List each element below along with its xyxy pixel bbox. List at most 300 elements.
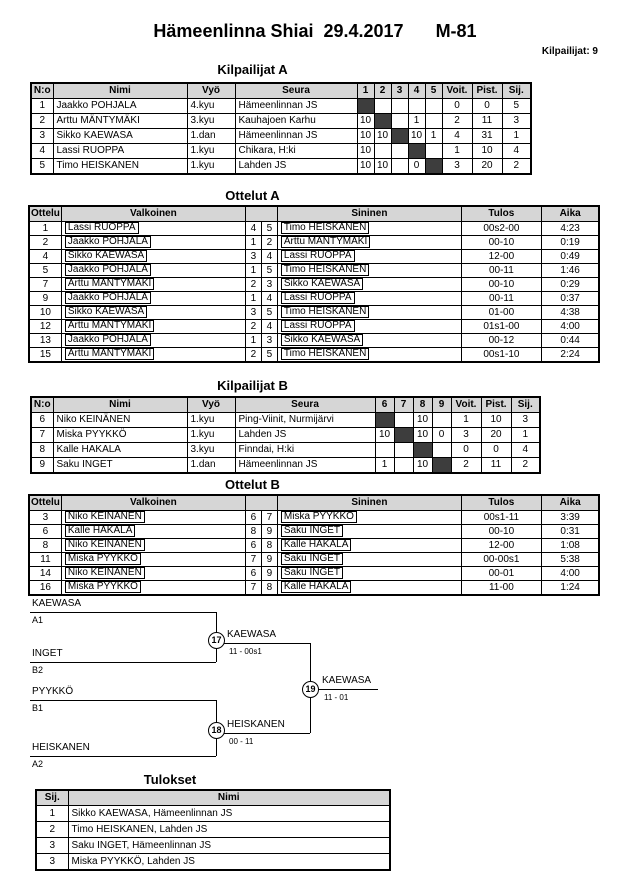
blue-number: 5 bbox=[261, 348, 277, 363]
match-time: 2:24 bbox=[541, 348, 599, 363]
competitor-name: Lassi RUOPPA bbox=[53, 144, 187, 159]
blue-number: 5 bbox=[261, 306, 277, 320]
bracket-seed-label: B1 bbox=[32, 703, 44, 713]
pool-b-table bbox=[30, 396, 541, 474]
result-cell: 10 bbox=[357, 144, 374, 159]
header-row bbox=[31, 397, 540, 413]
blue-name: Sikko KAEWASA bbox=[281, 334, 363, 346]
bracket-seed-label: B2 bbox=[32, 665, 44, 675]
white-competitor bbox=[61, 348, 245, 363]
white-name: Niko KEINÄNEN bbox=[65, 511, 145, 523]
match-row bbox=[29, 236, 599, 250]
match-result: 11-00 bbox=[461, 581, 541, 596]
white-number: 3 bbox=[245, 306, 261, 320]
blue-competitor bbox=[277, 250, 461, 264]
competitor-club: Lahden JS bbox=[235, 428, 375, 443]
points-cell: 11 bbox=[481, 458, 511, 474]
match-row bbox=[29, 278, 599, 292]
competitor-no: 1 bbox=[31, 99, 53, 114]
result-cell bbox=[391, 99, 408, 114]
match-time: 4:38 bbox=[541, 306, 599, 320]
col-header-4: 4 bbox=[408, 83, 425, 99]
col-header-time: Aika bbox=[541, 495, 599, 511]
white-competitor bbox=[61, 539, 245, 553]
weight-class: M-81 bbox=[435, 21, 477, 41]
points-cell: 0 bbox=[472, 99, 502, 114]
white-name: Arttu MÄNTYMÄKI bbox=[65, 320, 154, 332]
match-result: 00-10 bbox=[461, 278, 541, 292]
blue-number: 4 bbox=[261, 250, 277, 264]
results-heading: Tulokset bbox=[143, 772, 197, 787]
competitor-no: 2 bbox=[31, 114, 53, 129]
wins-cell: 3 bbox=[442, 159, 472, 175]
blue-competitor bbox=[277, 567, 461, 581]
col-header-time: Aika bbox=[541, 206, 599, 222]
wins-cell: 4 bbox=[442, 129, 472, 144]
col-header-3: 3 bbox=[391, 83, 408, 99]
competitor-no: 7 bbox=[31, 428, 53, 443]
place-cell: 1 bbox=[511, 428, 540, 443]
match-result: 00s1-11 bbox=[461, 511, 541, 525]
competitor-row bbox=[31, 458, 540, 474]
white-number: 1 bbox=[245, 264, 261, 278]
points-cell: 20 bbox=[481, 428, 511, 443]
col-header-1: 1 bbox=[357, 83, 374, 99]
pool-b-heading: Kilpailijat B bbox=[217, 378, 288, 393]
col-header-wins: Voit. bbox=[451, 397, 481, 413]
match-time: 4:00 bbox=[541, 320, 599, 334]
matches-a-table bbox=[28, 205, 600, 363]
blue-competitor bbox=[277, 553, 461, 567]
col-header-points: Pist. bbox=[472, 83, 502, 99]
bracket-match-score: 11 - 01 bbox=[324, 693, 349, 702]
event-title: Hämeenlinna Shiai 29.4.2017 bbox=[153, 21, 404, 41]
match-no: 14 bbox=[29, 567, 61, 581]
blue-name: Kalle HAKALA bbox=[281, 581, 351, 593]
white-number: 7 bbox=[245, 553, 261, 567]
points-cell: 20 bbox=[472, 159, 502, 175]
blue-name: Arttu MÄNTYMÄKI bbox=[281, 236, 370, 248]
blue-name: Sikko KAEWASA bbox=[281, 278, 363, 290]
blue-competitor bbox=[277, 236, 461, 250]
match-no: 11 bbox=[29, 553, 61, 567]
match-result: 00-10 bbox=[461, 525, 541, 539]
matches-b-heading: Ottelut B bbox=[225, 477, 280, 492]
match-row bbox=[29, 511, 599, 525]
match-no: 8 bbox=[29, 539, 61, 553]
result-name: Saku INGET, Hämeenlinnan JS bbox=[68, 838, 390, 854]
competitor-name: Miska PYYKKÖ bbox=[53, 428, 187, 443]
wins-cell: 1 bbox=[451, 413, 481, 428]
match-result: 00-10 bbox=[461, 236, 541, 250]
points-cell: 0 bbox=[481, 443, 511, 458]
place-cell: 3 bbox=[511, 413, 540, 428]
result-cell bbox=[408, 99, 425, 114]
competitor-belt: 3.kyu bbox=[187, 443, 235, 458]
blue-number: 4 bbox=[261, 320, 277, 334]
result-cell: 10 bbox=[357, 114, 374, 129]
match-time: 0:44 bbox=[541, 334, 599, 348]
place-cell: 3 bbox=[502, 114, 531, 129]
blue-number: 2 bbox=[261, 236, 277, 250]
col-header-belt: Vyö bbox=[187, 83, 235, 99]
col-header-match-no: Ottelu bbox=[29, 206, 61, 222]
match-time: 3:39 bbox=[541, 511, 599, 525]
wins-cell: 3 bbox=[451, 428, 481, 443]
result-cell: 10 bbox=[374, 129, 391, 144]
match-time: 1:08 bbox=[541, 539, 599, 553]
col-header-7: 7 bbox=[394, 397, 413, 413]
match-no: 7 bbox=[29, 278, 61, 292]
competitor-row bbox=[31, 99, 531, 114]
white-competitor bbox=[61, 278, 245, 292]
competitor-no: 8 bbox=[31, 443, 53, 458]
competitor-club: Kauhajoen Karhu bbox=[235, 114, 357, 129]
match-result: 00s1-10 bbox=[461, 348, 541, 363]
match-row bbox=[29, 250, 599, 264]
result-row bbox=[36, 854, 390, 871]
competitor-belt: 1.kyu bbox=[187, 144, 235, 159]
bracket-winner-name: HEISKANEN bbox=[227, 719, 285, 730]
white-competitor bbox=[61, 320, 245, 334]
blue-name: Timo HEISKANEN bbox=[281, 306, 369, 318]
white-name: Jaakko POHJALA bbox=[65, 334, 151, 346]
white-competitor bbox=[61, 334, 245, 348]
result-cell: 1 bbox=[425, 129, 442, 144]
white-number: 7 bbox=[245, 581, 261, 596]
bracket-seed-name: PYYKKÖ bbox=[32, 686, 74, 697]
white-number: 1 bbox=[245, 334, 261, 348]
match-time: 0:31 bbox=[541, 525, 599, 539]
result-cell bbox=[374, 144, 391, 159]
white-name: Lassi RUOPPA bbox=[65, 222, 139, 234]
match-result: 00s2-00 bbox=[461, 222, 541, 236]
competitor-row bbox=[31, 129, 531, 144]
match-time: 4:00 bbox=[541, 567, 599, 581]
match-row bbox=[29, 539, 599, 553]
bracket-line bbox=[30, 700, 216, 701]
blue-name: Saku INGET bbox=[281, 525, 343, 537]
result-place: 3 bbox=[36, 838, 68, 854]
result-cell: 10 bbox=[374, 159, 391, 175]
result-cell bbox=[394, 443, 413, 458]
result-cell bbox=[391, 114, 408, 129]
white-name: Sikko KAEWASA bbox=[65, 250, 147, 262]
col-header-points: Pist. bbox=[481, 397, 511, 413]
blue-competitor bbox=[277, 539, 461, 553]
result-row bbox=[36, 838, 390, 854]
points-cell: 10 bbox=[472, 144, 502, 159]
bracket-line bbox=[30, 662, 216, 663]
col-header-result: Tulos bbox=[461, 206, 541, 222]
match-time: 0:29 bbox=[541, 278, 599, 292]
col-header-5: 5 bbox=[425, 83, 442, 99]
white-competitor bbox=[61, 236, 245, 250]
self-cell bbox=[408, 144, 425, 159]
white-competitor bbox=[61, 525, 245, 539]
competitor-belt: 1.dan bbox=[187, 458, 235, 474]
result-cell: 10 bbox=[413, 428, 432, 443]
competitor-no: 4 bbox=[31, 144, 53, 159]
col-header-place: Sij. bbox=[511, 397, 540, 413]
col-header-club: Seura bbox=[235, 83, 357, 99]
blue-number: 7 bbox=[261, 511, 277, 525]
blue-number: 5 bbox=[261, 222, 277, 236]
competitor-club: Finndai, H:ki bbox=[235, 443, 375, 458]
blue-competitor bbox=[277, 525, 461, 539]
header-row bbox=[29, 495, 599, 511]
match-no: 10 bbox=[29, 306, 61, 320]
white-name: Miska PYYKKÖ bbox=[65, 553, 141, 565]
blue-name: Timo HEISKANEN bbox=[281, 264, 369, 276]
result-name: Timo HEISKANEN, Lahden JS bbox=[68, 822, 390, 838]
bracket-match-circle: 18 bbox=[208, 722, 225, 739]
self-cell bbox=[432, 458, 451, 474]
white-competitor bbox=[61, 553, 245, 567]
bracket-line bbox=[30, 756, 216, 757]
match-result: 00-11 bbox=[461, 292, 541, 306]
result-cell: 10 bbox=[375, 428, 394, 443]
competitor-no: 6 bbox=[31, 413, 53, 428]
match-time: 1:46 bbox=[541, 264, 599, 278]
result-cell bbox=[394, 413, 413, 428]
white-name: Niko KEINÄNEN bbox=[65, 539, 145, 551]
col-header-white: Valkoinen bbox=[61, 495, 245, 511]
place-cell: 4 bbox=[511, 443, 540, 458]
competitor-name: Niko KEINÄNEN bbox=[53, 413, 187, 428]
result-cell bbox=[391, 159, 408, 175]
competitor-belt: 4.kyu bbox=[187, 99, 235, 114]
col-header-place: Sij. bbox=[36, 790, 68, 806]
competitor-club: Chikara, H:ki bbox=[235, 144, 357, 159]
white-name: Jaakko POHJALA bbox=[65, 264, 151, 276]
competitor-club: Hämeenlinnan JS bbox=[235, 99, 357, 114]
match-no: 5 bbox=[29, 264, 61, 278]
bracket-seed-name: INGET bbox=[32, 648, 63, 659]
self-cell bbox=[375, 413, 394, 428]
wins-cell: 2 bbox=[451, 458, 481, 474]
place-cell: 4 bbox=[502, 144, 531, 159]
wins-cell: 2 bbox=[442, 114, 472, 129]
match-row bbox=[29, 334, 599, 348]
blue-number: 3 bbox=[261, 334, 277, 348]
self-cell bbox=[357, 99, 374, 114]
competitor-name: Sikko KAEWASA bbox=[53, 129, 187, 144]
col-header-result: Tulos bbox=[461, 495, 541, 511]
match-row bbox=[29, 292, 599, 306]
match-result: 01s1-00 bbox=[461, 320, 541, 334]
blue-number: 9 bbox=[261, 553, 277, 567]
col-header-wins: Voit. bbox=[442, 83, 472, 99]
results-table bbox=[35, 789, 391, 871]
result-cell: 10 bbox=[413, 458, 432, 474]
competitor-row bbox=[31, 413, 540, 428]
competitor-no: 3 bbox=[31, 129, 53, 144]
white-name: Kalle HAKALA bbox=[65, 525, 135, 537]
wins-cell: 0 bbox=[442, 99, 472, 114]
blue-name: Lassi RUOPPA bbox=[281, 320, 355, 332]
place-cell: 1 bbox=[502, 129, 531, 144]
col-header-club: Seura bbox=[235, 397, 375, 413]
self-cell bbox=[391, 129, 408, 144]
blue-number: 9 bbox=[261, 525, 277, 539]
result-cell: 1 bbox=[408, 114, 425, 129]
blue-name: Lassi RUOPPA bbox=[281, 250, 355, 262]
white-name: Miska PYYKKÖ bbox=[65, 581, 141, 593]
match-no: 16 bbox=[29, 581, 61, 596]
white-competitor bbox=[61, 264, 245, 278]
points-cell: 11 bbox=[472, 114, 502, 129]
result-cell bbox=[391, 144, 408, 159]
col-header-numbers bbox=[245, 206, 277, 222]
match-result: 00-00s1 bbox=[461, 553, 541, 567]
place-cell: 2 bbox=[511, 458, 540, 474]
self-cell bbox=[394, 428, 413, 443]
competitor-row bbox=[31, 144, 531, 159]
place-cell: 5 bbox=[502, 99, 531, 114]
col-header-2: 2 bbox=[374, 83, 391, 99]
white-competitor bbox=[61, 250, 245, 264]
result-cell: 10 bbox=[413, 413, 432, 428]
match-no: 15 bbox=[29, 348, 61, 363]
competitor-belt: 1.dan bbox=[187, 129, 235, 144]
bracket-winner-name: KAEWASA bbox=[322, 675, 372, 686]
competitor-row bbox=[31, 159, 531, 175]
match-row bbox=[29, 306, 599, 320]
result-cell bbox=[425, 99, 442, 114]
match-row bbox=[29, 264, 599, 278]
competitor-name: Timo HEISKANEN bbox=[53, 159, 187, 175]
blue-competitor bbox=[277, 292, 461, 306]
col-header-blue: Sininen bbox=[277, 206, 461, 222]
result-cell bbox=[425, 114, 442, 129]
header-row bbox=[29, 206, 599, 222]
competitor-name: Arttu MÄNTYMÄKI bbox=[53, 114, 187, 129]
match-row bbox=[29, 222, 599, 236]
blue-number: 9 bbox=[261, 567, 277, 581]
bracket-seed-label: A2 bbox=[32, 759, 44, 769]
competitor-belt: 1.kyu bbox=[187, 159, 235, 175]
match-time: 4:23 bbox=[541, 222, 599, 236]
result-cell: 1 bbox=[375, 458, 394, 474]
match-no: 4 bbox=[29, 250, 61, 264]
result-cell: 10 bbox=[357, 159, 374, 175]
bracket-seed-label: A1 bbox=[32, 615, 44, 625]
match-result: 00-11 bbox=[461, 264, 541, 278]
match-no: 1 bbox=[29, 222, 61, 236]
match-no: 2 bbox=[29, 236, 61, 250]
white-number: 1 bbox=[245, 236, 261, 250]
blue-competitor bbox=[277, 334, 461, 348]
competitor-no: 9 bbox=[31, 458, 53, 474]
header-row bbox=[36, 790, 390, 806]
blue-competitor bbox=[277, 581, 461, 596]
white-number: 6 bbox=[245, 539, 261, 553]
blue-name: Saku INGET bbox=[281, 553, 343, 565]
match-row bbox=[29, 320, 599, 334]
blue-competitor bbox=[277, 320, 461, 334]
result-cell bbox=[425, 144, 442, 159]
col-header-name: Nimi bbox=[53, 83, 187, 99]
match-no: 13 bbox=[29, 334, 61, 348]
match-result: 01-00 bbox=[461, 306, 541, 320]
white-competitor bbox=[61, 306, 245, 320]
pool-a-table bbox=[30, 82, 532, 175]
competitor-belt: 1.kyu bbox=[187, 413, 235, 428]
white-number: 8 bbox=[245, 525, 261, 539]
header-row bbox=[31, 83, 531, 99]
result-name: Sikko KAEWASA, Hämeenlinnan JS bbox=[68, 806, 390, 822]
blue-competitor bbox=[277, 222, 461, 236]
match-row bbox=[29, 348, 599, 363]
page-title bbox=[0, 21, 630, 42]
match-time: 1:24 bbox=[541, 581, 599, 596]
result-cell: 0 bbox=[408, 159, 425, 175]
result-place: 1 bbox=[36, 806, 68, 822]
col-header-name: Nimi bbox=[68, 790, 390, 806]
points-cell: 31 bbox=[472, 129, 502, 144]
white-competitor bbox=[61, 292, 245, 306]
col-header-8: 8 bbox=[413, 397, 432, 413]
bracket-line bbox=[216, 733, 310, 734]
result-row bbox=[36, 806, 390, 822]
col-header-belt: Vyö bbox=[187, 397, 235, 413]
blue-number: 8 bbox=[261, 539, 277, 553]
match-result: 12-00 bbox=[461, 250, 541, 264]
place-cell: 2 bbox=[502, 159, 531, 175]
match-no: 6 bbox=[29, 525, 61, 539]
white-number: 4 bbox=[245, 222, 261, 236]
blue-competitor bbox=[277, 511, 461, 525]
blue-name: Saku INGET bbox=[281, 567, 343, 579]
competitor-row bbox=[31, 428, 540, 443]
white-name: Niko KEINÄNEN bbox=[65, 567, 145, 579]
white-name: Jaakko POHJALA bbox=[65, 292, 151, 304]
match-no: 12 bbox=[29, 320, 61, 334]
blue-competitor bbox=[277, 306, 461, 320]
self-cell bbox=[374, 114, 391, 129]
col-header-6: 6 bbox=[375, 397, 394, 413]
result-cell bbox=[432, 413, 451, 428]
match-time: 0:19 bbox=[541, 236, 599, 250]
bracket-seed-name: KAEWASA bbox=[32, 598, 82, 609]
competitor-club: Lahden JS bbox=[235, 159, 357, 175]
white-number: 2 bbox=[245, 348, 261, 363]
white-number: 3 bbox=[245, 250, 261, 264]
bracket-seed-name: HEISKANEN bbox=[32, 742, 90, 753]
result-cell: 10 bbox=[357, 129, 374, 144]
matches-a-heading: Ottelut A bbox=[225, 188, 280, 203]
self-cell bbox=[413, 443, 432, 458]
white-name: Arttu MÄNTYMÄKI bbox=[65, 348, 154, 360]
match-time: 0:37 bbox=[541, 292, 599, 306]
wins-cell: 1 bbox=[442, 144, 472, 159]
competitor-club: Hämeenlinnan JS bbox=[235, 129, 357, 144]
blue-name: Kalle HAKALA bbox=[281, 539, 351, 551]
result-cell: 10 bbox=[408, 129, 425, 144]
match-no: 9 bbox=[29, 292, 61, 306]
blue-name: Timo HEISKANEN bbox=[281, 348, 369, 360]
blue-name: Lassi RUOPPA bbox=[281, 292, 355, 304]
match-row bbox=[29, 567, 599, 581]
white-number: 1 bbox=[245, 292, 261, 306]
result-cell bbox=[394, 458, 413, 474]
col-header-name: Nimi bbox=[53, 397, 187, 413]
col-header-match-no: Ottelu bbox=[29, 495, 61, 511]
bracket-line bbox=[310, 689, 378, 690]
result-cell bbox=[375, 443, 394, 458]
match-time: 5:38 bbox=[541, 553, 599, 567]
